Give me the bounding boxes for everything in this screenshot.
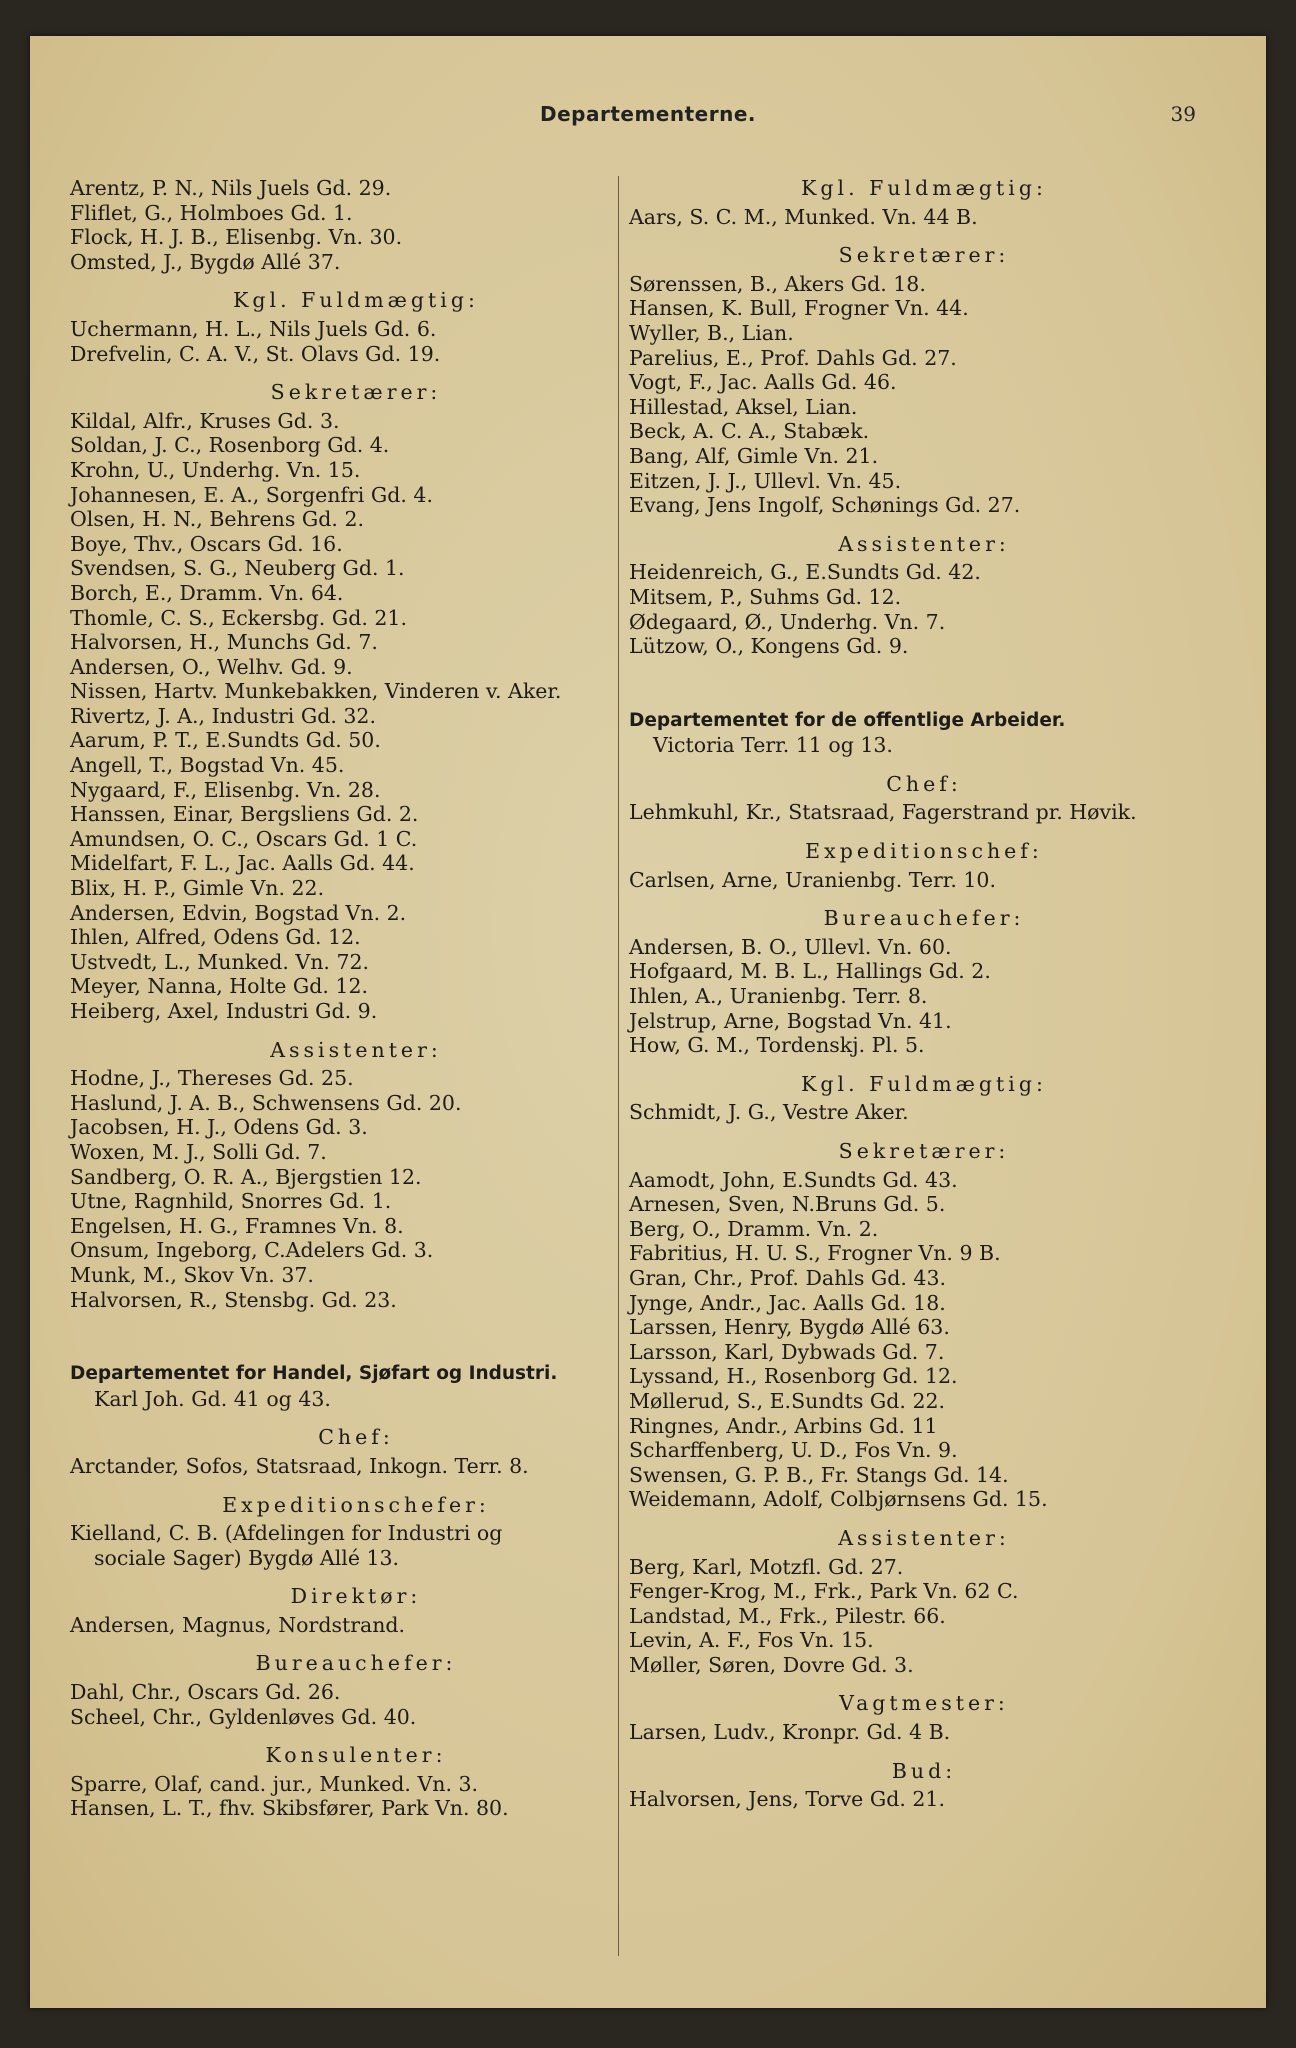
section-heading: Chef: [886,771,962,796]
entry-list [70,409,642,1024]
entry-list [629,1555,1219,1678]
section-heading: Sekretærer: [838,243,1010,268]
entry: Larsson, Karl, Dybwads Gd. 7. [629,1339,945,1364]
entry: Fenger-Krog, M., Frk., Park Vn. 62 C. [629,1579,1019,1604]
entry: Olsen, H. N., Behrens Gd. 2. [70,507,364,532]
entry: Blix, H. P., Gimle Vn. 22. [70,876,325,901]
entry: Mitsem, P., Suhms Gd. 12. [629,584,902,609]
section-heading: Bureauchefer: [823,906,1025,931]
entry: Borch, E., Dramm. Vn. 64. [70,580,344,605]
department-address: Victoria Terr. 11 og 13. [653,733,893,758]
entry: Johannesen, E. A., Sorgenfri Gd. 4. [70,482,433,507]
entry: Kildal, Alfr., Kruses Gd. 3. [70,408,340,433]
entry: Evang, Jens Ingolf, Schønings Gd. 27. [629,493,1021,518]
entry: Weidemann, Adolf, Colbjørnsens Gd. 15. [629,1487,1048,1512]
entry: Ihlen, A., Uranienbg. Terr. 8. [629,984,928,1009]
entry: Hodne, J., Thereses Gd. 25. [70,1066,354,1091]
entry-list [629,1168,1219,1512]
page-title: Departementerne. [540,102,756,126]
entry: Drefvelin, C. A. V., St. Olavs Gd. 19. [70,341,441,366]
entry: Munk, M., Skov Vn. 37. [70,1262,314,1287]
entry: Møllerud, S., E.Sundts Gd. 22. [629,1388,946,1413]
entry: Hansen, L. T., fhv. Skibsfører, Park Vn. 80. [70,1796,509,1821]
entry: Ødegaard, Ø., Underhg. Vn. 7. [629,609,946,634]
entry-list [629,935,1219,1058]
section-heading: Assistenter: [838,531,1010,556]
entry: Hillestad, Aksel, Lian. [629,394,858,419]
entry-list [629,205,1219,230]
section-heading: Vagtmester: [839,1691,1009,1716]
entry: Andersen, Edvin, Bogstad Vn. 2. [70,900,407,925]
section-heading: Kgl. Fuldmægtig: [801,176,1047,200]
entry: Haslund, J. A. B., Schwensens Gd. 20. [70,1090,462,1115]
entry: Meyer, Nanna, Holte Gd. 12. [70,974,369,999]
entry: Arentz, P. N., Nils Juels Gd. 29. [70,176,392,200]
section-heading: Sekretærer: [838,1139,1010,1163]
entry: Nygaard, F., Elisenbg. Vn. 28. [70,777,381,802]
entry: Krohn, U., Underhg. Vn. 15. [70,457,361,482]
section-heading: Sekretærer: [270,380,442,405]
entry-list [70,1680,642,1729]
entry: Aarum, P. T., E.Sundts Gd. 50. [70,728,381,753]
entry: Midelfart, F. L., Jac. Aalls Gd. 44. [70,851,415,876]
entry: Ringnes, Andr., Arbins Gd. 11 [629,1413,938,1438]
entry: Carlsen, Arne, Uranienbg. Terr. 10. [629,867,996,892]
entry-list [70,317,642,366]
entry: Scharffenberg, U. D., Fos Vn. 9. [629,1438,958,1463]
entry: Hofgaard, M. B. L., Hallings Gd. 2. [629,959,991,984]
entry: Heidenreich, G., E.Sundts Gd. 42. [629,560,981,585]
entry: Fabritius, H. U. S., Frogner Vn. 9 B. [629,1241,1001,1266]
page-header [30,96,1266,136]
page-number: 39 [1170,102,1196,126]
entry: Halvorsen, H., Munchs Gd. 7. [70,630,378,655]
entry: Aars, S. C. M., Munked. Vn. 44 B. [629,204,978,229]
entry: Vogt, F., Jac. Aalls Gd. 46. [629,370,897,395]
entry: Lehmkuhl, Kr., Statsraad, Fagerstrand pr. Høvik. [629,800,1137,825]
entry: Sandberg, O. R. A., Bjergstien 12. [70,1164,422,1189]
entry: Hansen, K. Bull, Frogner Vn. 44. [629,296,969,321]
entry: Nissen, Hartv. Munkebakken, Vinderen v. Aker. [70,679,562,704]
entry: Gran, Chr., Prof. Dahls Gd. 43. [629,1265,947,1290]
section-heading: Chef: [318,1425,394,1450]
entry-continuation: sociale Sager) Bygdø Allé 13. [94,1545,400,1570]
entry-list [70,1772,642,1821]
department-address: Karl Joh. Gd. 41 og 43. [94,1386,331,1411]
entry: Boye, Thv., Oscars Gd. 16. [70,531,343,556]
section-heading: Konsulenter: [265,1743,447,1768]
entry: Onsum, Ingeborg, C.Adelers Gd. 3. [70,1238,434,1263]
entry: Arctander, Sofos, Statsraad, Inkogn. Terr. 8. [70,1453,529,1478]
right-column [618,176,1219,1956]
entry: Jynge, Andr., Jac. Aalls Gd. 18. [629,1290,946,1315]
entry: Berg, Karl, Motzfl. Gd. 27. [629,1554,904,1579]
entry: Møller, Søren, Dovre Gd. 3. [629,1652,914,1677]
entry-list [629,560,1219,658]
entry: Lyssand, H., Rosenborg Gd. 12. [629,1364,958,1389]
entry: Wyller, B., Lian. [629,320,794,345]
entry: Svendsen, S. G., Neuberg Gd. 1. [70,556,405,581]
entry: Amundsen, O. C., Oscars Gd. 1 C. [70,826,418,851]
entry: Levin, A. F., Fos Vn. 15. [629,1628,874,1653]
entry: Andersen, Magnus, Nordstrand. [70,1612,406,1637]
section-heading: Direktør: [290,1584,422,1609]
entry: Hanssen, Einar, Bergsliens Gd. 2. [70,802,419,827]
entry: Aamodt, John, E.Sundts Gd. 43. [629,1167,958,1192]
section-heading: Kgl. Fuldmægtig: [233,288,479,313]
entry: Ihlen, Alfred, Odens Gd. 12. [70,925,361,950]
entry: Rivertz, J. A., Industri Gd. 32. [70,703,376,728]
entry: Halvorsen, Jens, Torve Gd. 21. [629,1787,945,1812]
entry: Woxen, M. J., Solli Gd. 7. [70,1139,327,1164]
section-heading: Assistenter: [270,1037,442,1062]
entry: Sørenssen, B., Akers Gd. 18. [629,271,926,296]
entry: How, G. M., Tordenskj. Pl. 5. [629,1033,925,1058]
entry: Angell, T., Bogstad Vn. 45. [70,753,345,778]
entry: Thomle, C. S., Eckersbg. Gd. 21. [70,605,407,630]
entry: Heiberg, Axel, Industri Gd. 9. [70,999,378,1023]
entry: Ustvedt, L., Munked. Vn. 72. [70,949,370,974]
entry: Fliflet, G., Holmboes Gd. 1. [70,200,353,225]
entry: Arnesen, Sven, N.Bruns Gd. 5. [629,1192,946,1217]
entry: Larssen, Henry, Bygdø Allé 63. [629,1315,950,1340]
entry: Andersen, O., Welhv. Gd. 9. [70,654,353,679]
section-heading: Expeditionschefer: [222,1492,490,1517]
page [30,36,1266,2008]
entry: Flock, H. J. B., Elisenbg. Vn. 30. [70,225,403,250]
entry: Halvorsen, R., Stensbg. Gd. 23. [70,1287,397,1312]
entry: Jelstrup, Arne, Bogstad Vn. 41. [629,1008,952,1033]
entry: Soldan, J. C., Rosenborg Gd. 4. [70,433,390,458]
entry-list [629,272,1219,518]
entry: Kielland, C. B. (Afdelingen for Industri og [70,1521,503,1546]
entry: Jacobsen, H. J., Odens Gd. 3. [70,1115,368,1140]
entry: Utne, Ragnhild, Snorres Gd. 1. [70,1189,392,1214]
entry: Landstad, M., Frk., Pilestr. 66. [629,1603,946,1628]
entry: Beck, A. C. A., Stabæk. [629,419,870,444]
entry: Parelius, E., Prof. Dahls Gd. 27. [629,345,957,370]
entry: Bang, Alf, Gimle Vn. 21. [629,443,879,468]
entry: Engelsen, H. G., Framnes Vn. 8. [70,1213,404,1238]
entry: Lützow, O., Kongens Gd. 9. [629,634,909,659]
entry-list [70,176,642,274]
left-column [70,176,642,1821]
entry: Berg, O., Dramm. Vn. 2. [629,1216,879,1241]
section-heading: Kgl. Fuldmægtig: [801,1071,1047,1096]
entry: Omsted, J., Bygdø Allé 37. [70,249,341,274]
section-heading: Bud: [891,1758,957,1783]
department-title: Departementet for Handel, Sjøfart og Industri. [70,1363,558,1385]
entry: Schmidt, J. G., Vestre Aker. [629,1100,909,1125]
entry: Scheel, Chr., Gyldenløves Gd. 40. [70,1704,417,1729]
entry: Eitzen, J. J., Ullevl. Vn. 45. [629,468,902,493]
entry-list [70,1066,642,1312]
entry: Dahl, Chr., Oscars Gd. 26. [70,1680,341,1705]
entry: Larsen, Ludv., Kronpr. Gd. 4 B. [629,1720,951,1745]
entry: Sparre, Olaf, cand. jur., Munked. Vn. 3. [70,1771,479,1796]
entry: Andersen, B. O., Ullevl. Vn. 60. [629,934,952,959]
section-heading: Expeditionschef: [805,839,1043,864]
department-title: Departementet for de offentlige Arbeider. [629,709,1066,731]
section-heading: Assistenter: [838,1525,1010,1550]
section-heading: Bureauchefer: [255,1651,457,1676]
entry: Uchermann, H. L., Nils Juels Gd. 6. [70,316,437,341]
entry: Swensen, G. P. B., Fr. Stangs Gd. 14. [629,1462,1009,1487]
